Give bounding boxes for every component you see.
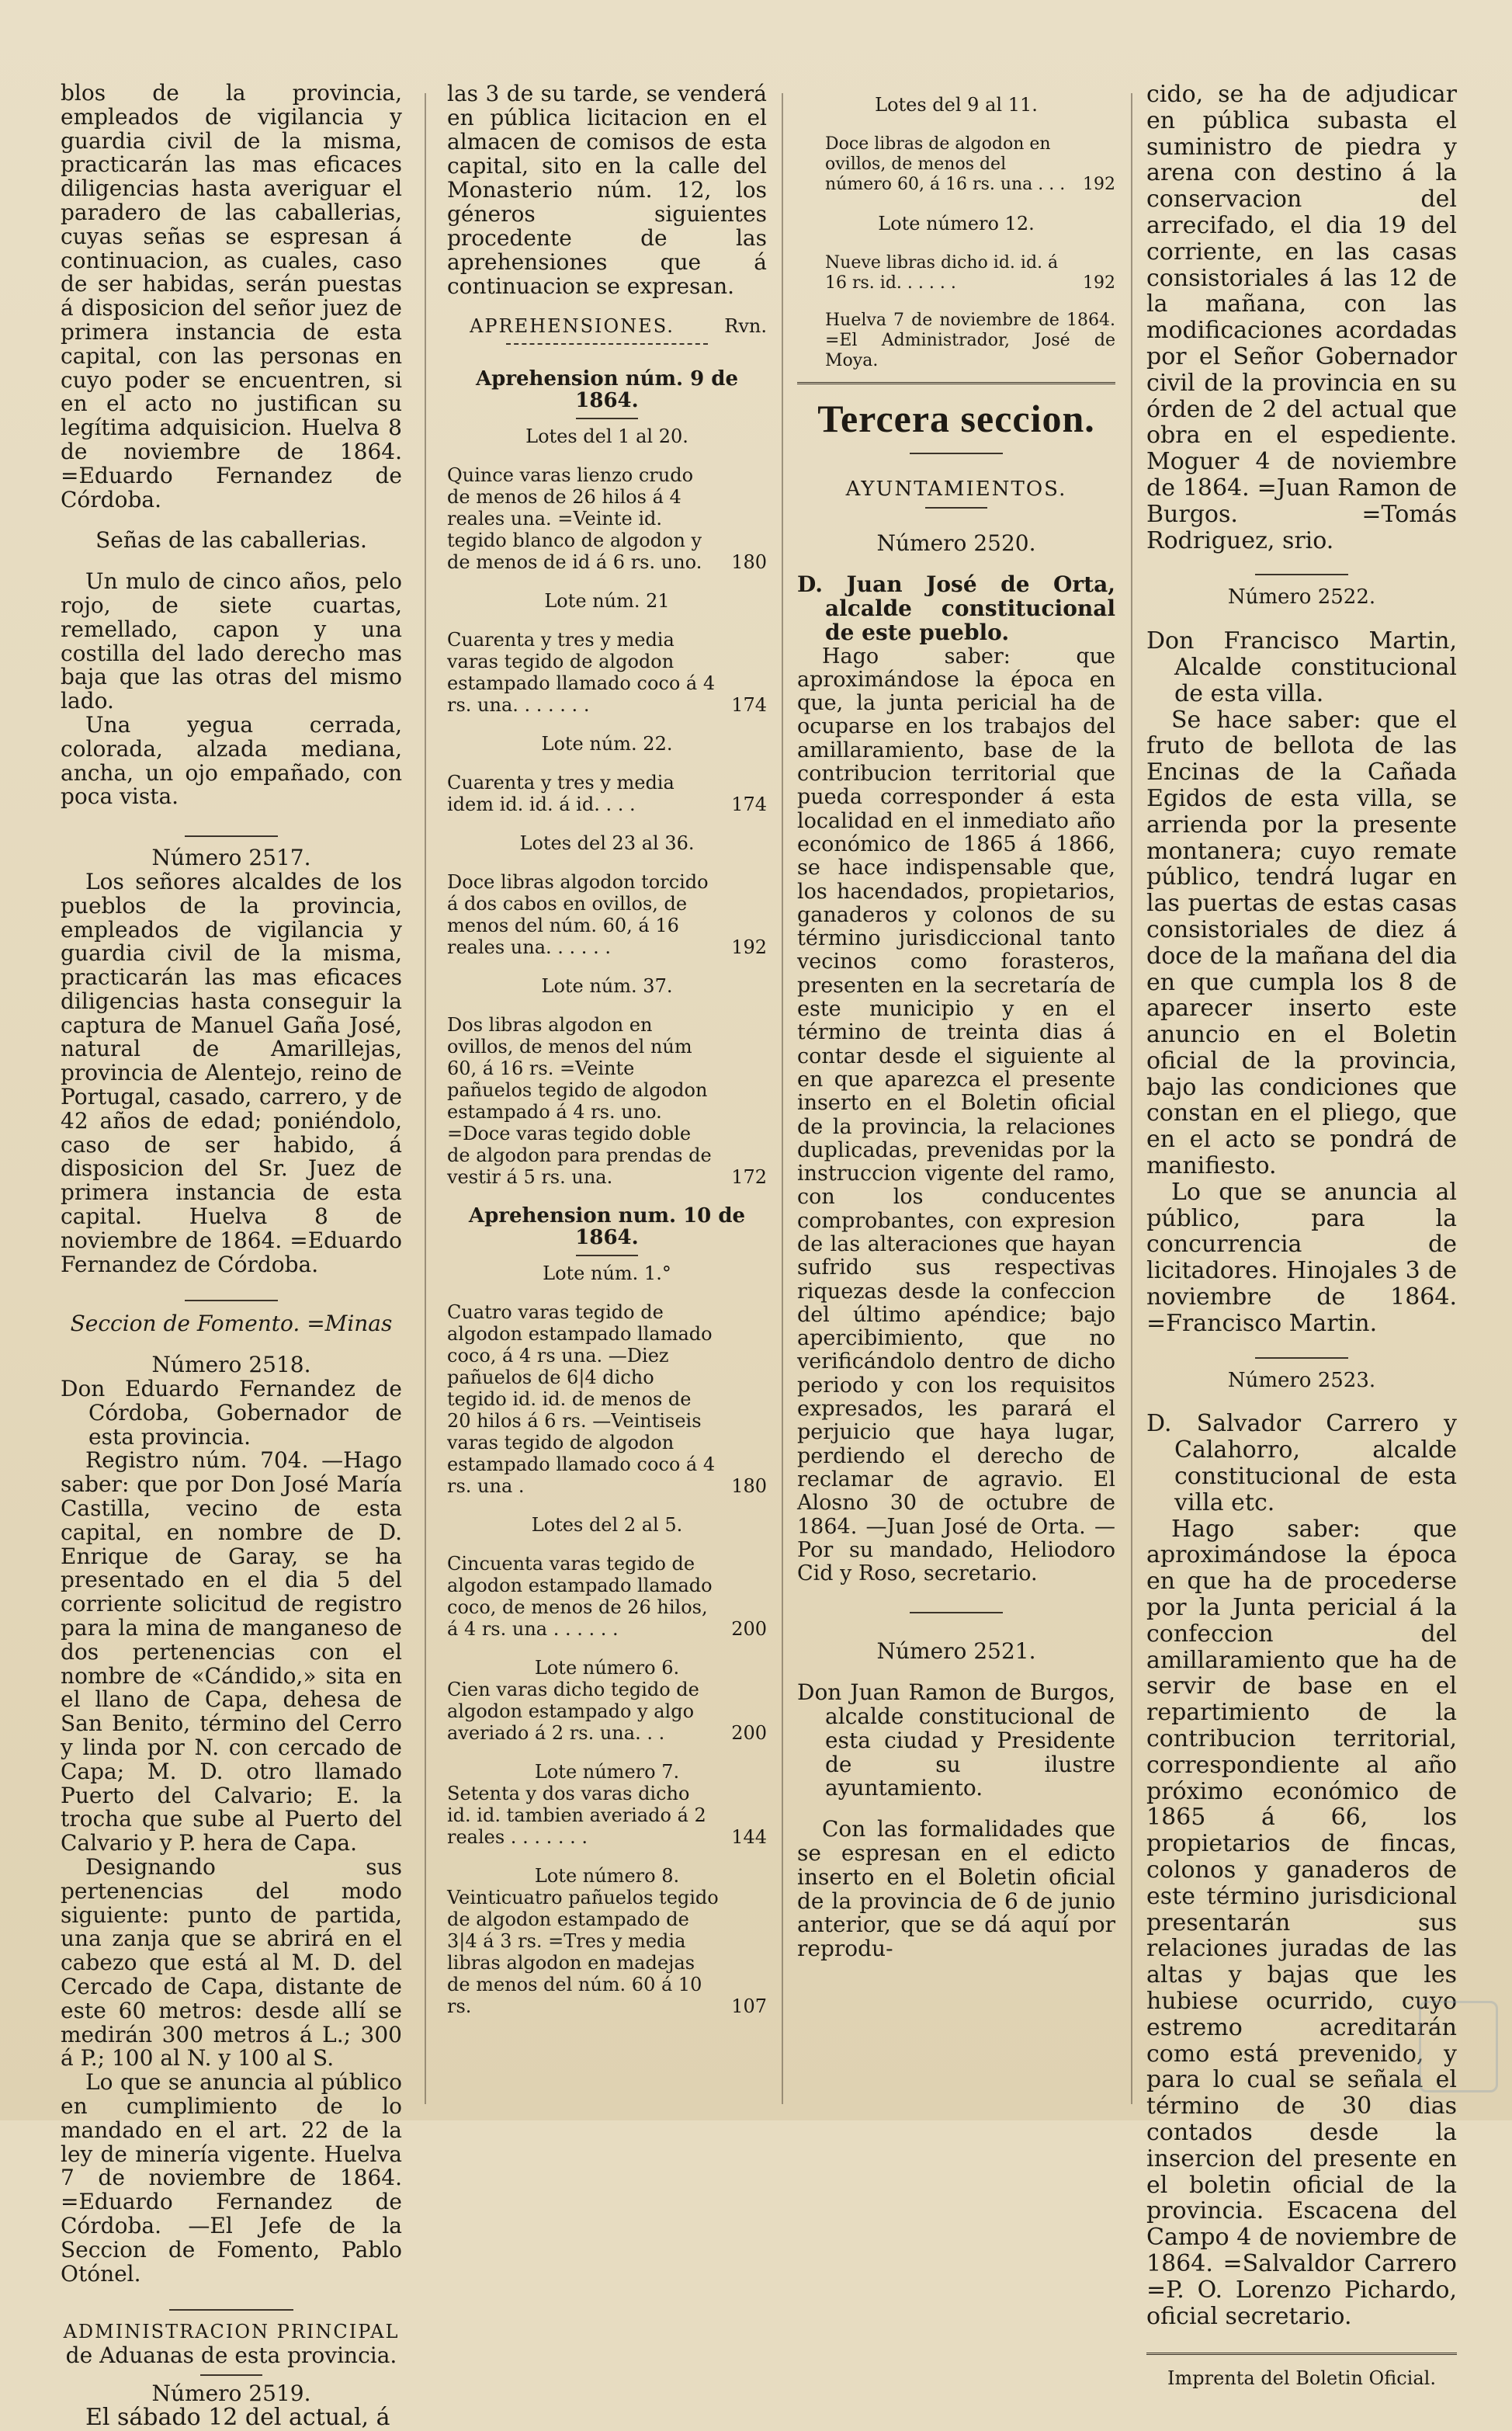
issuer-line: D. Juan José de Orta, alcalde constitucional de este pueblo. — [797, 571, 1115, 645]
notice-number: Número 2517. — [151, 845, 311, 871]
paragraph: blos de la provincia, empleados de vigilancia y guardia civil de la misma, practicarán las mas eficaces diligencias hasta averiguar el paradero de las caballerias, cuyas señas se espresan á continuacion, as cuales, caso de ser habidas, serán puestas á disposicion del señor juez de primera instancia de esta capital, con las personas en cuyo poder se encuentren, si en el acto no justifican su legítima adquisicion. Huelva 8 de noviembre de 1864. =Eduardo Fernandez de Córdoba. — [61, 80, 402, 512]
paragraph: Lo que se anuncia al público, para la concurrencia de licitadores. Hinojales 3 de noviembre de 1864. =Francisco Martin. — [1146, 1178, 1457, 1337]
section-rule — [797, 382, 1115, 384]
divider — [910, 1612, 1003, 1613]
issuer-line: D. Salvador Carrero y Calahorro, alcalde constitucional de esta villa etc. — [1146, 1410, 1457, 1516]
issuer-line: Don Francisco Martin, Alcalde constitucional de esta villa. — [1146, 627, 1457, 707]
column-3 — [797, 93, 1115, 1961]
section-rule — [1146, 2353, 1457, 2355]
lot-heading: Lotes del 9 al 11. — [875, 94, 1038, 116]
lot-item: Cuatro varas tegido de algodon estampado llamado coco, á 4 rs una. —Diez pañuelos de 6|4 dicho tegido id. id. de menos de 20 hilos á 6 rs. —Veintiseis varas tegido de algodon estampado llamado coco á 4 rs. una . 180 — [447, 1301, 767, 1497]
lot-item: Dos libras algodon en ovillos, de menos del núm 60, á 16 rs. =Veinte pañuelos tegido de algodon estampado á 4 rs. uno. =Doce varas tegido doble de algodon para prendas de vestir á 5 rs. una. 172 — [447, 1014, 767, 1188]
section-heading: Seccion de Fomento. =Minas — [70, 1311, 393, 1337]
lot-heading: Lote número 8. — [534, 1865, 680, 1887]
paragraph: Se hace saber: que el fruto de bellota de las Encinas de la Cañada Egidos de esta villa, se arrienda por la presente montanera; cuyo remate público, tendrá lugar en las puertas de estas casas consistoriales de diez á doce de la mañana del dia en que cumpla los 8 de aparecer inserto este anuncio en el Boletin oficial de la provincia, bajo las condiciones que constan en el pliego, que en el acto se pondrá de manifiesto. — [1146, 706, 1457, 1180]
section-heading: ADMINISTRACION PRINCIPAL — [63, 2321, 400, 2343]
notice-number: Número 2523. — [1227, 1368, 1376, 1392]
issuer-line: Don Juan Ramon de Burgos, alcalde constitucional de esta ciudad y Presidente de su ilustre ayuntamiento. — [797, 1679, 1115, 1801]
paragraph: Registro núm. 704. —Hago saber: que por Don José María Castilla, vecino de esta capital, en nombre de D. Enrique de Garay, se ha presentado en el dia 5 del corriente solicitud de registro para la mina de manganeso de dos pertenencias con el nombre de «Cándido,» sita en el llano de Capa, dehesa de San Benito, término del Cerro y linda por N. con cercado de Capa; M. D. otro llamado Puerto del Calvario; E. la trocha que sube al Puerto del Calvario y P. hera de Capa. — [61, 1447, 402, 1856]
paragraph: El sábado 12 del actual, á — [85, 2403, 390, 2431]
column-1 — [61, 82, 402, 2430]
lot-item: Cien varas dicho tegido de algodon estampado y algo averiado á 2 rs. una. . . 200 — [447, 1679, 767, 1744]
paragraph: Con las formalidades que se espresan en el edicto inserto en el Boletin oficial de la provincia de 6 de junio anterior, que se dá aquí por reprodu- — [797, 1816, 1115, 1962]
notice-number: Número 2518. — [151, 1352, 311, 1378]
printer-imprint: Imprenta del Boletin Oficial. — [1167, 2367, 1436, 2390]
paragraph: Hago saber: que aproximándose la época en que ha de procederse por la Junta pericial á la confeccion del amillaramiento que ha de servir de base en el repartimiento de la contribucion territorial, correspondiente al año próximo económico de 1865 á 66, los propietarios de fincas, colonos y ganaderos de este término jurisdicional presentarán sus relaciones juradas de las altas y bajas que les hubiese ocurrido, cuyo estremo acreditarán como está prevenido, y para lo cual se señala el término de 30 dias contados desde la insercion del presente en el boletin oficial de la provincia. Escacena del Campo 4 de noviembre de 1864. =Salvaldor Carrero =P. O. Lorenzo Pichardo, oficial secretario. — [1146, 1515, 1457, 2330]
lot-item: Veinticuatro pañuelos tegido de algodon estampado de 3|4 á 3 rs. =Tres y media libras algodon en madejas de menos del núm. 60 á 10 rs. 107 — [447, 1887, 767, 2017]
paragraph: Los señores alcaldes de los pueblos de la provincia, empleados de vigilancia y guardia civil de la misma, practicarán las mas eficaces diligencias hasta conseguir la captura de Manuel Gaña José, natural de Amarillejas, provincia de Alentejo, reino de Portugal, casado, carrero, y de 42 años de edad; poniéndolo, caso de ser habido, á disposicion del Sr. Juez de primera instancia de esta capital. Huelva 8 de noviembre de 1864. =Eduardo Fernandez de Córdoba. — [61, 868, 402, 1277]
divider — [925, 507, 987, 509]
lot-heading: Lote número 6. — [534, 1657, 680, 1679]
lot-heading: Lote núm. 1.° — [543, 1262, 671, 1284]
paragraph: cido, se ha de adjudicar en pública subasta el suministro de piedra y arena con destino á la conservacion del arrecifado, el dia 19 del corriente, en las casas consistoriales á las 12 de la mañana, con las modificaciones acordadas por el Señor Gobernador civil de la provincia en su órden de 2 del actual que obra en el espediente. Moguer 4 de noviembre de 1864. =Juan Ramon de Burgos. =Tomás Rodriguez, srio. — [1146, 81, 1457, 554]
paragraph: las 3 de su tarde, se venderá en pública licitacion en el almacen de comisos de esta capital, sito en la calle del Monasterio núm. 12, los géneros siguientes procedente de las aprehensiones que á continuacion se expresan. — [447, 81, 767, 299]
lot-item: Nueve libras dicho id. id. á 16 rs. id. . . . . . 192 — [825, 252, 1115, 293]
aprehensiones-header: APREHENSIONES. Rvn. — [470, 315, 767, 337]
notice-number: Número 2520. — [876, 530, 1036, 557]
notice-number: Número 2519. — [151, 2380, 311, 2406]
paragraph: Lo que se anuncia al público en cumplimiento de lo mandado en el art. 22 de la ley de minería vigente. Huelva 7 de noviembre de 1864. =Eduardo Fernandez de Córdoba. —El Jefe de la Seccion de Fomento, Pablo Otónel. — [61, 2069, 402, 2287]
divider — [185, 1300, 278, 1301]
divider — [576, 418, 638, 419]
section-subheading: de Aduanas de esta provincia. — [65, 2342, 397, 2369]
divider — [200, 2374, 262, 2376]
aprehension-heading: Aprehension num. 10 de 1864. — [468, 1204, 746, 1249]
lot-item: Quince varas lienzo crudo de menos de 26 hilos á 4 reales una. =Veinte id. tegido blanco de algodon y de menos de id á 6 rs. uno. 180 — [447, 464, 767, 573]
issuer-line: Don Eduardo Fernandez de Córdoba, Gobernador de esta provincia. — [61, 1376, 402, 1450]
divider — [1255, 574, 1348, 575]
divider — [910, 453, 1003, 454]
section-heading: AYUNTAMIENTOS. — [845, 477, 1067, 501]
divider — [1255, 1357, 1348, 1359]
notice-number: Número 2522. — [1227, 585, 1376, 609]
lot-heading: Lote núm. 21 — [544, 590, 670, 612]
aprehension-heading: Aprehension núm. 9 de 1864. — [475, 367, 739, 412]
lot-item: Doce libras de algodon en ovillos, de menos del número 60, á 16 rs. una . . . 192 — [825, 134, 1115, 194]
column-rule-1 — [425, 93, 426, 2104]
lot-item: Cincuenta varas tegido de algodon estampado llamado coco, de menos de 26 hilos, á 4 rs. una . . . . . . 200 — [447, 1553, 767, 1640]
column-2 — [447, 82, 767, 2017]
lot-heading: Lotes del 2 al 5. — [531, 1514, 683, 1536]
lot-heading: Lote núm. 22. — [541, 733, 673, 755]
signature-line: Huelva 7 de noviembre de 1864. =El Administrador, José de Moya. — [825, 310, 1115, 370]
column-rule-2 — [782, 93, 783, 2104]
paragraph: Designando sus pertenencias del modo siguiente: punto de partida, una zanja que se abrirá en el cabezo que está al M. D. del Cercado de Capa, distante de este 60 metros: desde allí se medirán 300 metros á L.; 300 á P.; 100 al N. y 100 al S. — [61, 1853, 402, 2072]
lot-heading: Lote núm. 37. — [541, 975, 673, 997]
lot-item: Cuarenta y tres y media idem id. id. á id. . . . 174 — [447, 772, 767, 815]
paragraph: Hago saber: que aproximándose la época en que, la junta pericial ha de ocuparse en los trabajos del amillaramiento, base de la contribucion territorial que pueda corresponder á esta localidad en el inmediato año económico de 1865 á 1866, se hace indispensable que, los hacendados, propietarios, ganaderos y colonos de su término jurisdiccional tanto vecinos como forasteros, presenten en la secretaría de este municipio y en el término de treinta dias á contar desde el siguiente al en que aparezca el presente inserto en el Boletin oficial de la provincia, la relaciones duplicadas, prevenidas por la instruccion vigente del ramo, con los conducentes comprobantes, con expresion de las alteraciones que hayan sufrido sus respectivas riquezas desde la confeccion del último apéndice; bajo apercibimiento, que no verificándolo dentro de dicho periodo y con los requisitos expresados, les parará el perjuicio que haya lugar, perdiendo el derecho de reclamar de agravio. El Alosno 30 de octubre de 1864. —Juan José de Orta. —Por su mandado, Heliodoro Cid y Roso, secretario. — [797, 644, 1115, 1586]
column-4 — [1146, 82, 1457, 2392]
section-heading: Señas de las caballerias. — [95, 527, 367, 554]
divider — [506, 343, 708, 345]
paragraph: Un mulo de cinco años, pelo rojo, de siete cuartas, remellado, capon y una costilla del lado derecho mas baja que las otras del mismo lado. — [61, 568, 402, 714]
lot-heading: Lote número 7. — [534, 1761, 680, 1783]
divider — [576, 1255, 638, 1256]
paragraph: Una yegua cerrada, colorada, alzada mediana, ancha, un ojo empañado, con poca vista. — [61, 711, 402, 810]
divider — [169, 2309, 293, 2311]
column-rule-3 — [1131, 93, 1132, 2104]
lot-item: Setenta y dos varas dicho id. id. tambien averiado á 2 reales . . . . . . . 144 — [447, 1783, 767, 1848]
lot-item: Cuarenta y tres y media varas tegido de algodon estampado llamado coco á 4 rs. una. . . . . . . 174 — [447, 629, 767, 716]
divider — [185, 835, 278, 837]
lot-item: Doce libras algodon torcido á dos cabos en ovillos, de menos del núm. 60, á 16 reales una. . . . . . 192 — [447, 871, 767, 958]
lot-heading: Lote número 12. — [878, 212, 1035, 234]
notice-number: Número 2521. — [876, 1638, 1036, 1665]
section-title: Tercera seccion. — [817, 396, 1095, 440]
library-stamp-icon — [1419, 2001, 1498, 2092]
lot-heading: Lotes del 1 al 20. — [525, 425, 688, 447]
lot-heading: Lotes del 23 al 36. — [519, 832, 695, 854]
